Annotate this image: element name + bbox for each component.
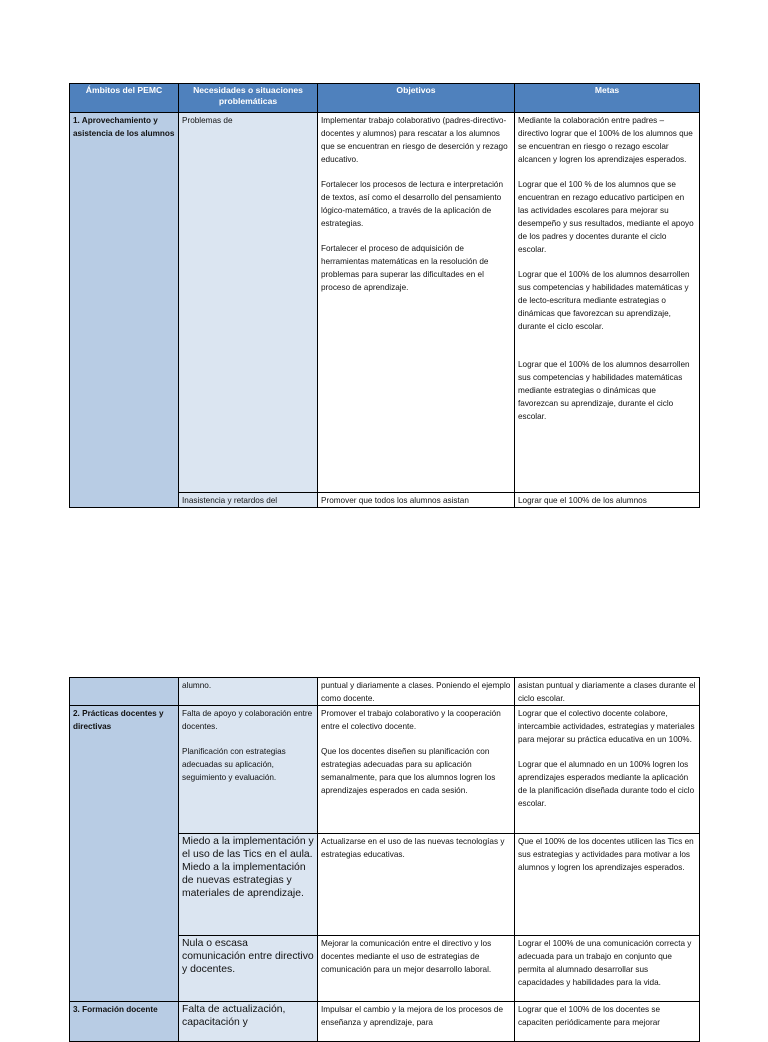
ambito-cell: 3. Formación docente (70, 1002, 179, 1042)
meta-cell: Que el 100% de los docentes utilicen las Tics en sus estrategias y actividades para motivar a los alumnos y logren los aprendizajes esperados. (515, 834, 700, 936)
meta-text: Lograr que el alumnado en un 100% logren los aprendizajes esperados mediante la aplicación de la planificación diseñada durante todo el ciclo escolar. (518, 760, 695, 808)
necesidad-cell: Problemas de (179, 113, 318, 493)
header-necesidades: Necesidades o situaciones problemáticas (179, 84, 318, 113)
objetivos-cell (318, 706, 515, 834)
objetivo-cell: Impulsar el cambio y la mejora de los procesos de enseñanza y aprendizaje, para (318, 1002, 515, 1042)
meta-text: Lograr que el 100% de los alumnos desarrollen sus competencias y habilidades matemáticas mediante estrategias o dinámicas que favorezcan su aprendizaje, durante el ciclo escolar. (518, 360, 690, 421)
objetivos-cell (318, 113, 515, 493)
table-header-row (70, 84, 700, 113)
meta-cell: Lograr que el 100% de los docentes se capaciten periódicamente para mejorar (515, 1002, 700, 1042)
objetivo-cell: Mejorar la comunicación entre el directivo y los docentes mediante el uso de estrategias de comunicación para un mejor desarrollo laboral. (318, 936, 515, 1002)
objetivo-text: Implementar trabajo colaborativo (padres-directivo-docentes y alumnos) para rescatar a los alumnos que se encuentran en riesgo de deserción y rezago educativo. (321, 116, 508, 164)
necesidad-text: Planificación con estrategias adecuadas su aplicación, seguimiento y evaluación. (182, 747, 286, 782)
pemc-table-page-2 (69, 677, 700, 1042)
ambito-cell (70, 678, 179, 706)
meta-text: Lograr que el 100% de los alumnos desarrollen sus competencias y habilidades matemáticas y de lecto-escritura mediante estrategias o dinámicas que favorezcan su aprendizaje, durante el ciclo escolar. (518, 270, 690, 331)
necesidad-cell: Nula o escasa comunicación entre directivo y docentes. (179, 936, 318, 1002)
necesidad-cell (179, 834, 318, 936)
necesidad-text: Falta de apoyo y colaboración entre docentes. (182, 709, 313, 731)
objetivo-cell: puntual y diariamente a clases. Poniendo el ejemplo como docente. (318, 678, 515, 706)
objetivo-text: Promover el trabajo colaborativo y la cooperación entre el colectivo docente. (321, 709, 501, 731)
table-row (70, 113, 700, 493)
meta-cell: Lograr el 100% de una comunicación correcta y adecuada para un trabajo en conjunto que permita al alumnado desarrollar sus capacidades y habilidades para la vida. (515, 936, 700, 1002)
table-row (70, 678, 700, 706)
metas-cell (515, 113, 700, 493)
header-metas: Metas (515, 84, 700, 113)
table-row (70, 706, 700, 834)
table-row (70, 1002, 700, 1042)
necesidad-cell: Inasistencia y retardos del (179, 493, 318, 508)
meta-cell: Lograr que el 100% de los alumnos (515, 493, 700, 508)
meta-text: Lograr que el colectivo docente colabore, intercambie actividades, estrategias y materiales para mejorar su práctica educativa en un 100%. (518, 709, 695, 744)
necesidad-cell (179, 706, 318, 834)
objetivo-text: Que los docentes diseñen su planificación con estrategias adecuadas para su aplicación semanalmente, para que los alumnos logren los aprendizajes esperados en cada sesión. (321, 747, 496, 795)
necesidad-cell: Falta de actualización, capacitación y (179, 1002, 318, 1042)
meta-cell: asistan puntual y diariamente a clases durante el ciclo escolar. (515, 678, 700, 706)
pemc-table-page-1 (69, 83, 700, 508)
objetivo-text: Fortalecer los procesos de lectura e interpretación de textos, así como el desarrollo del pensamiento lógico-matemático, a través de la aplicación de estrategias. (321, 180, 504, 228)
necesidad-text: Miedo a la implementación y el uso de las Tics en el aula. (182, 836, 314, 860)
objetivo-text: Fortalecer el proceso de adquisición de herramientas matemáticas en la resolución de problemas para superar las dificultades en el proceso de aprendizaje. (321, 244, 489, 292)
metas-cell (515, 706, 700, 834)
objetivo-cell: Actualizarse en el uso de las nuevas tecnologías y estrategias educativas. (318, 834, 515, 936)
meta-text: Mediante la colaboración entre padres – directivo lograr que el 100% de los alumnos que se encuentran en riesgo o rezago escolar alcancen y logren los aprendizajes esperados. (518, 116, 693, 164)
objetivo-cell: Promover que todos los alumnos asistan (318, 493, 515, 508)
necesidad-cell: alumno. (179, 678, 318, 706)
header-ambitos: Ámbitos del PEMC (70, 84, 179, 113)
necesidad-text: Miedo a la implementación de nuevas estrategias y materiales de aprendizaje. (182, 862, 306, 899)
ambito-cell: 2. Prácticas docentes y directivas (70, 706, 179, 1002)
ambito-cell: 1. Aprovechamiento y asistencia de los alumnos (70, 113, 179, 508)
header-objetivos: Objetivos (318, 84, 515, 113)
meta-text: Lograr que el 100 % de los alumnos que se encuentran en rezago educativo participen en las actividades escolares para mejorar su desempeño y sus resultados, mediante el apoyo de los padres y docentes durante el ciclo escolar. (518, 180, 694, 254)
